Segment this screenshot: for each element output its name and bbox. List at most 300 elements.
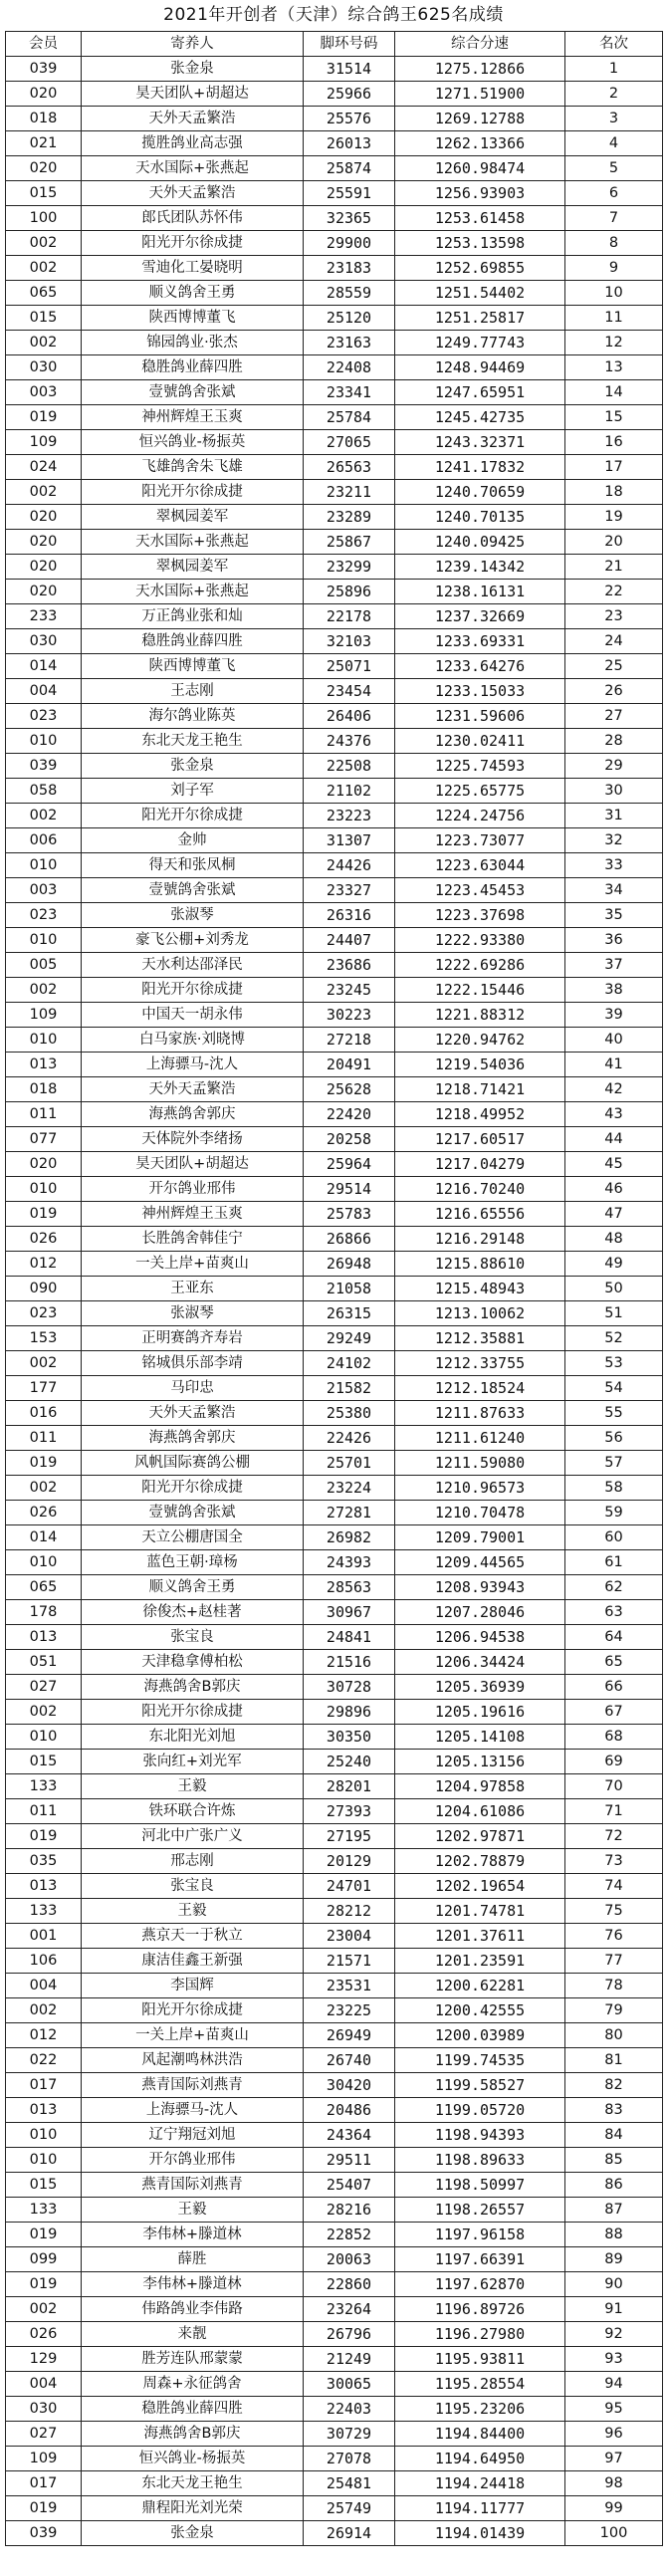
rank-cell: 77 [565,1949,663,1974]
breeder-cell: 天水国际+张燕起 [82,156,304,181]
member-cell: 109 [6,1003,82,1028]
table-row [6,629,663,654]
member-cell: 020 [6,82,82,107]
member-cell: 020 [6,580,82,604]
rank-cell: 96 [565,2422,663,2447]
rank-cell: 81 [565,2048,663,2073]
rank-cell: 69 [565,1750,663,1774]
table-row [6,1525,663,1550]
ring-number-cell: 26914 [304,2521,395,2546]
ring-number-cell: 21516 [304,1650,395,1675]
member-cell: 004 [6,1974,82,1998]
member-cell: 030 [6,2397,82,2422]
ring-number-cell: 28201 [304,1774,395,1799]
rank-cell: 100 [565,2521,663,2546]
breeder-cell: 王志刚 [82,679,304,704]
breeder-cell: 昊天团队+胡超达 [82,1152,304,1177]
member-cell: 002 [6,331,82,355]
member-cell: 017 [6,2471,82,2496]
speed-cell: 1205.36939 [395,1675,565,1700]
speed-cell: 1200.03989 [395,2023,565,2048]
member-cell: 026 [6,1501,82,1525]
member-cell: 020 [6,156,82,181]
rank-cell: 7 [565,206,663,231]
speed-cell: 1205.14108 [395,1725,565,1750]
member-cell: 013 [6,1625,82,1650]
rank-cell: 32 [565,828,663,853]
member-cell: 019 [6,1824,82,1849]
ring-number-cell: 23225 [304,1998,395,2023]
speed-cell: 1237.32669 [395,604,565,629]
member-cell: 133 [6,1899,82,1924]
table-row [6,1227,663,1252]
table-row [6,2223,663,2247]
member-cell: 030 [6,355,82,380]
breeder-cell: 稳胜鸽业薛四胜 [82,355,304,380]
breeder-cell: 阳光开尔徐成捷 [82,1998,304,2023]
table-row [6,331,663,355]
speed-cell: 1215.88610 [395,1252,565,1277]
member-cell: 039 [6,754,82,779]
table-row [6,1476,663,1501]
member-cell: 002 [6,978,82,1003]
table-row [6,1849,663,1874]
table-row [6,1202,663,1227]
breeder-cell: 豪飞公棚+刘秀龙 [82,928,304,953]
table-row [6,1376,663,1401]
table-row [6,57,663,82]
breeder-cell: 顺义鸽舍王勇 [82,281,304,306]
ring-number-cell: 22860 [304,2272,395,2297]
breeder-cell: 风起潮鸣林洪浩 [82,2048,304,2073]
ring-number-cell: 21058 [304,1277,395,1301]
speed-cell: 1196.89726 [395,2297,565,2322]
table-row [6,1949,663,1974]
rank-cell: 35 [565,903,663,928]
rank-cell: 80 [565,2023,663,2048]
speed-cell: 1205.19616 [395,1700,565,1725]
ring-number-cell: 28212 [304,1899,395,1924]
speed-cell: 1218.49952 [395,1102,565,1127]
breeder-cell: 李伟林+滕道林 [82,2223,304,2247]
table-row [6,654,663,679]
member-cell: 010 [6,1177,82,1202]
speed-cell: 1209.79001 [395,1525,565,1550]
table-row [6,754,663,779]
member-cell: 024 [6,455,82,480]
member-cell: 001 [6,1924,82,1949]
breeder-cell: 天体院外李绪扬 [82,1127,304,1152]
speed-cell: 1253.61458 [395,206,565,231]
breeder-cell: 天外天孟繁浩 [82,107,304,131]
breeder-cell: 锦园鸽业·张杰 [82,331,304,355]
breeder-cell: 昊天团队+胡超达 [82,82,304,107]
member-cell: 026 [6,2322,82,2347]
ring-number-cell: 25966 [304,82,395,107]
member-cell: 019 [6,1202,82,1227]
table-row [6,2198,663,2223]
ring-number-cell: 28559 [304,281,395,306]
table-row [6,206,663,231]
ring-number-cell: 27393 [304,1799,395,1824]
ring-number-cell: 25591 [304,181,395,206]
breeder-cell: 郎氏团队苏怀伟 [82,206,304,231]
ring-number-cell: 30065 [304,2372,395,2397]
speed-cell: 1195.93811 [395,2347,565,2372]
speed-cell: 1230.02411 [395,729,565,754]
speed-cell: 1252.69855 [395,256,565,281]
breeder-cell: 鼎程阳光刘光荣 [82,2496,304,2521]
rank-cell: 5 [565,156,663,181]
member-cell: 178 [6,1600,82,1625]
rank-cell: 12 [565,331,663,355]
table-row [6,281,663,306]
member-cell: 051 [6,1650,82,1675]
ring-number-cell: 26866 [304,1227,395,1252]
speed-cell: 1220.94762 [395,1028,565,1053]
rank-cell: 29 [565,754,663,779]
ring-number-cell: 24376 [304,729,395,754]
table-row [6,853,663,878]
member-cell: 010 [6,1725,82,1750]
member-cell: 003 [6,878,82,903]
table-row [6,679,663,704]
rank-cell: 17 [565,455,663,480]
speed-cell: 1223.63044 [395,853,565,878]
rank-cell: 95 [565,2397,663,2422]
ring-number-cell: 25964 [304,1152,395,1177]
breeder-cell: 陕西博博董飞 [82,654,304,679]
rank-cell: 86 [565,2173,663,2198]
breeder-cell: 天外天孟繁浩 [82,181,304,206]
breeder-cell: 一关上岸+苗爽山 [82,1252,304,1277]
ring-number-cell: 24393 [304,1550,395,1575]
rank-cell: 23 [565,604,663,629]
breeder-cell: 张金泉 [82,754,304,779]
speed-cell: 1239.14342 [395,555,565,580]
speed-cell: 1200.62281 [395,1974,565,1998]
ring-number-cell: 31307 [304,828,395,853]
breeder-cell: 李国辉 [82,1974,304,1998]
ring-number-cell: 23289 [304,505,395,530]
rank-cell: 4 [565,131,663,156]
speed-cell: 1194.24418 [395,2471,565,2496]
member-cell: 002 [6,2297,82,2322]
rank-cell: 49 [565,1252,663,1277]
page-title: 2021年开创者（天津）综合鸽王625名成绩 [163,5,504,25]
speed-cell: 1212.35881 [395,1326,565,1351]
ring-number-cell: 23211 [304,480,395,505]
ring-number-cell: 26563 [304,455,395,480]
rank-cell: 24 [565,629,663,654]
col-header-member: 会员 [6,32,82,57]
member-cell: 019 [6,405,82,430]
rank-cell: 3 [565,107,663,131]
breeder-cell: 揽胜鸽业高志强 [82,131,304,156]
ring-number-cell: 23327 [304,878,395,903]
rank-cell: 97 [565,2447,663,2471]
speed-cell: 1199.58527 [395,2073,565,2098]
member-cell: 011 [6,1799,82,1824]
breeder-cell: 海燕鸽舍B郭庆 [82,2422,304,2447]
member-cell: 012 [6,2023,82,2048]
breeder-cell: 上海骠马-沈人 [82,2098,304,2123]
member-cell: 010 [6,1550,82,1575]
speed-cell: 1207.28046 [395,1600,565,1625]
speed-cell: 1197.66391 [395,2247,565,2272]
ring-number-cell: 29896 [304,1700,395,1725]
ring-number-cell: 25783 [304,1202,395,1227]
breeder-cell: 王毅 [82,1774,304,1799]
speed-cell: 1202.78879 [395,1849,565,1874]
rank-cell: 99 [565,2496,663,2521]
rank-cell: 54 [565,1376,663,1401]
speed-cell: 1194.11777 [395,2496,565,2521]
speed-cell: 1200.42555 [395,1998,565,2023]
table-row [6,1750,663,1774]
ring-number-cell: 25240 [304,1750,395,1774]
member-cell: 014 [6,1525,82,1550]
table-row [6,480,663,505]
breeder-cell: 中国天一胡永伟 [82,1003,304,1028]
table-header [6,32,663,57]
rank-cell: 94 [565,2372,663,2397]
speed-cell: 1211.61240 [395,1426,565,1451]
rank-cell: 75 [565,1899,663,1924]
ring-number-cell: 28563 [304,1575,395,1600]
rank-cell: 84 [565,2123,663,2148]
breeder-cell: 稳胜鸽业薛四胜 [82,2397,304,2422]
rank-cell: 64 [565,1625,663,1650]
rank-cell: 98 [565,2471,663,2496]
ring-number-cell: 30350 [304,1725,395,1750]
member-cell: 106 [6,1949,82,1974]
ring-number-cell: 26315 [304,1301,395,1326]
table-row [6,555,663,580]
speed-cell: 1216.70240 [395,1177,565,1202]
ring-number-cell: 26013 [304,131,395,156]
speed-cell: 1269.12788 [395,107,565,131]
speed-cell: 1210.96573 [395,1476,565,1501]
rank-cell: 10 [565,281,663,306]
breeder-cell: 神州辉煌王玉爽 [82,1202,304,1227]
table-row [6,1003,663,1028]
ring-number-cell: 27218 [304,1028,395,1053]
breeder-cell: 张宝良 [82,1625,304,1650]
table-row [6,2247,663,2272]
speed-cell: 1238.16131 [395,580,565,604]
table-row [6,256,663,281]
rank-cell: 48 [565,1227,663,1252]
breeder-cell: 翠枫园姜军 [82,555,304,580]
table-row [6,1053,663,1077]
speed-cell: 1262.13366 [395,131,565,156]
table-row [6,953,663,978]
breeder-cell: 邢志刚 [82,1849,304,1874]
rank-cell: 57 [565,1451,663,1476]
table-row [6,1924,663,1949]
member-cell: 027 [6,2422,82,2447]
table-row [6,2496,663,2521]
ring-number-cell: 26982 [304,1525,395,1550]
rank-cell: 73 [565,1849,663,1874]
speed-cell: 1240.70659 [395,480,565,505]
member-cell: 020 [6,530,82,555]
ring-number-cell: 25380 [304,1401,395,1426]
member-cell: 004 [6,2372,82,2397]
table-body [6,57,663,2546]
ring-number-cell: 32365 [304,206,395,231]
member-cell: 006 [6,828,82,853]
table-row [6,1700,663,1725]
speed-cell: 1233.15033 [395,679,565,704]
ring-number-cell: 27281 [304,1501,395,1525]
rank-cell: 55 [565,1401,663,1426]
results-table [5,31,663,2546]
rank-cell: 52 [565,1326,663,1351]
speed-cell: 1247.65951 [395,380,565,405]
member-cell: 016 [6,1401,82,1426]
ring-number-cell: 27078 [304,2447,395,2471]
speed-cell: 1206.94538 [395,1625,565,1650]
member-cell: 002 [6,1700,82,1725]
member-cell: 099 [6,2247,82,2272]
member-cell: 133 [6,1774,82,1799]
rank-cell: 92 [565,2322,663,2347]
breeder-cell: 恒兴鸽业-杨振英 [82,2447,304,2471]
breeder-cell: 张金泉 [82,2521,304,2546]
speed-cell: 1202.19654 [395,1874,565,1899]
breeder-cell: 马印忠 [82,1376,304,1401]
member-cell: 039 [6,2521,82,2546]
table-row [6,704,663,729]
speed-cell: 1194.64950 [395,2447,565,2471]
speed-cell: 1212.33755 [395,1351,565,1376]
ring-number-cell: 23004 [304,1924,395,1949]
speed-cell: 1198.89633 [395,2148,565,2173]
breeder-cell: 王毅 [82,2198,304,2223]
speed-cell: 1260.98474 [395,156,565,181]
member-cell: 133 [6,2198,82,2223]
rank-cell: 72 [565,1824,663,1849]
rank-cell: 16 [565,430,663,455]
member-cell: 019 [6,2223,82,2247]
breeder-cell: 壹號鸽舍张斌 [82,878,304,903]
rank-cell: 62 [565,1575,663,1600]
breeder-cell: 燕青国际刘燕青 [82,2073,304,2098]
table-row [6,1575,663,1600]
rank-cell: 25 [565,654,663,679]
table-row [6,580,663,604]
rank-cell: 44 [565,1127,663,1152]
rank-cell: 38 [565,978,663,1003]
col-header-ring-number: 脚环号码 [304,32,395,57]
table-row [6,2347,663,2372]
table-row [6,1600,663,1625]
table-row [6,2272,663,2297]
ring-number-cell: 23686 [304,953,395,978]
ring-number-cell: 25576 [304,107,395,131]
table-row [6,131,663,156]
rank-cell: 65 [565,1650,663,1675]
ring-number-cell: 25784 [304,405,395,430]
table-row [6,1326,663,1351]
speed-cell: 1215.48943 [395,1277,565,1301]
rank-cell: 40 [565,1028,663,1053]
speed-cell: 1275.12866 [395,57,565,82]
member-cell: 011 [6,1102,82,1127]
ring-number-cell: 23264 [304,2297,395,2322]
rank-cell: 56 [565,1426,663,1451]
ring-number-cell: 29900 [304,231,395,256]
rank-cell: 36 [565,928,663,953]
speed-cell: 1206.34424 [395,1650,565,1675]
breeder-cell: 蓝色王朝·璋杨 [82,1550,304,1575]
ring-number-cell: 30967 [304,1600,395,1625]
rank-cell: 58 [565,1476,663,1501]
member-cell: 015 [6,2173,82,2198]
ring-number-cell: 20258 [304,1127,395,1152]
breeder-cell: 海燕鸽舍B郭庆 [82,1675,304,1700]
table-row [6,1824,663,1849]
ring-number-cell: 24364 [304,2123,395,2148]
member-cell: 015 [6,181,82,206]
table-row [6,181,663,206]
rank-cell: 41 [565,1053,663,1077]
breeder-cell: 东北天龙王艳生 [82,2471,304,2496]
table-row [6,2422,663,2447]
ring-number-cell: 23299 [304,555,395,580]
ring-number-cell: 25120 [304,306,395,331]
breeder-cell: 阳光开尔徐成捷 [82,1476,304,1501]
member-cell: 002 [6,480,82,505]
table-row [6,1301,663,1326]
ring-number-cell: 23224 [304,1476,395,1501]
ring-number-cell: 30729 [304,2422,395,2447]
rank-cell: 19 [565,505,663,530]
member-cell: 017 [6,2073,82,2098]
breeder-cell: 王亚东 [82,1277,304,1301]
table-row [6,505,663,530]
ring-number-cell: 21102 [304,779,395,804]
member-cell: 100 [6,206,82,231]
rank-cell: 42 [565,1077,663,1102]
breeder-cell: 天外天孟繁浩 [82,1401,304,1426]
breeder-cell: 飞雄鸽舍朱飞雄 [82,455,304,480]
breeder-cell: 李伟林+滕道林 [82,2272,304,2297]
ring-number-cell: 24701 [304,1874,395,1899]
rank-cell: 28 [565,729,663,754]
table-row [6,430,663,455]
breeder-cell: 海燕鸽舍郭庆 [82,1426,304,1451]
speed-cell: 1201.23591 [395,1949,565,1974]
breeder-cell: 稳胜鸽业薛四胜 [82,629,304,654]
ring-number-cell: 23223 [304,804,395,828]
member-cell: 058 [6,779,82,804]
rank-cell: 67 [565,1700,663,1725]
member-cell: 026 [6,1227,82,1252]
table-row [6,2098,663,2123]
ring-number-cell: 25701 [304,1451,395,1476]
member-cell: 002 [6,1351,82,1376]
table-row [6,2073,663,2098]
breeder-cell: 上海骠马-沈人 [82,1053,304,1077]
rank-cell: 30 [565,779,663,804]
rank-cell: 46 [565,1177,663,1202]
member-cell: 065 [6,281,82,306]
speed-cell: 1194.84400 [395,2422,565,2447]
ring-number-cell: 26316 [304,903,395,928]
